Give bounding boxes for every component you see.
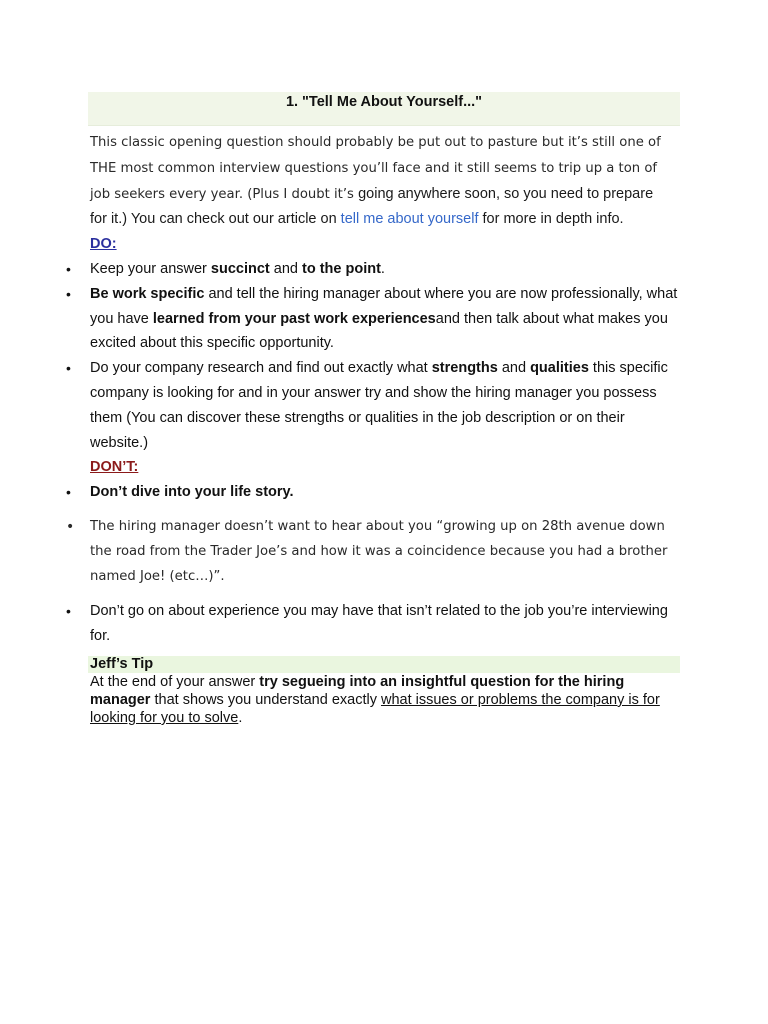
bullet-icon: • (66, 518, 75, 535)
list-item (66, 257, 680, 282)
bullet-icon: • (66, 285, 71, 302)
tip-text: At the end of your answer (90, 673, 260, 690)
do-item-bold: learned from your past work experiences (152, 310, 436, 327)
dont-item-text: The hiring manager doesn’t want to hear about you “growing up on 28th avenue down the road from the Trader Joe’s and how it was a coincidence because you had a brother named Joe! (etc…)”. (90, 518, 668, 584)
list-item (66, 515, 680, 589)
tip-bold: try segueing into an insightful question for the hiring manager (90, 673, 625, 708)
intro-line-3a: job seekers every year. (Plus I doubt it’s (90, 186, 359, 202)
dont-list (66, 480, 680, 649)
do-item-bold: Be work specific (90, 285, 205, 302)
intro-line-4b: for more in depth info. (478, 211, 624, 228)
do-item-bold: qualities (530, 360, 589, 377)
do-item-text: and (497, 360, 531, 377)
list-item (66, 480, 680, 505)
do-item-text: and tell the hiring manager about where you are now professionally, what you have (90, 285, 678, 327)
intro-paragraph (88, 130, 680, 232)
do-item-text: Do your company research and find out exactly what (90, 360, 432, 377)
intro-line-2: THE most common interview questions you’ll face and it still seems to trip up a ton of (90, 160, 658, 176)
dont-item-text: Don’t dive into your life story. (90, 484, 294, 501)
do-item-bold: succinct (210, 260, 270, 277)
do-item-text: and then talk about what makes you excited about this specific opportunity. (90, 310, 668, 352)
list-item (66, 599, 680, 649)
section-title-text: 1. "Tell Me About Yourself..." (285, 94, 483, 110)
do-item-text: this specific company is looking for and in your answer try and show the hiring manager you possess them (You can discover these strengths or qualities in the job description or on their website.) (90, 360, 668, 451)
bullet-icon: • (66, 603, 71, 620)
bullet-icon: • (66, 484, 71, 501)
dont-heading: DON’T: (90, 459, 139, 476)
bullet-icon: • (66, 260, 71, 277)
tip-underlined: what issues or problems the company is for looking for you to solve (90, 691, 660, 726)
intro-line-4a: for it.) You can check out our article on (90, 211, 341, 228)
do-item-text: Keep your answer (90, 260, 211, 277)
tip-body (88, 673, 680, 727)
tip-text: . (238, 709, 243, 726)
intro-line-3b: going anywhere soon, so you need to prepare (358, 185, 654, 202)
do-list (66, 257, 680, 455)
do-item-text: . (380, 260, 385, 277)
dont-item-text: Don’t go on about experience you may have that isn’t related to the job you’re interviewing for. (90, 603, 668, 645)
list-item (66, 356, 680, 455)
intro-line-1: This classic opening question should probably be put out to pasture but it’s still one of (90, 135, 661, 150)
do-item-text: and (269, 260, 302, 277)
section-title (88, 92, 680, 126)
tell-me-about-yourself-link[interactable]: tell me about yourself (340, 211, 479, 228)
list-item (66, 282, 680, 356)
do-item-bold: to the point (302, 260, 381, 277)
do-heading: DO: (90, 236, 117, 253)
article-page (66, 92, 680, 727)
bullet-icon: • (66, 360, 71, 377)
do-item-bold: strengths (431, 360, 498, 377)
tip-text: that shows you understand exactly (150, 691, 381, 708)
tip-heading: Jeff’s Tip (88, 656, 680, 673)
